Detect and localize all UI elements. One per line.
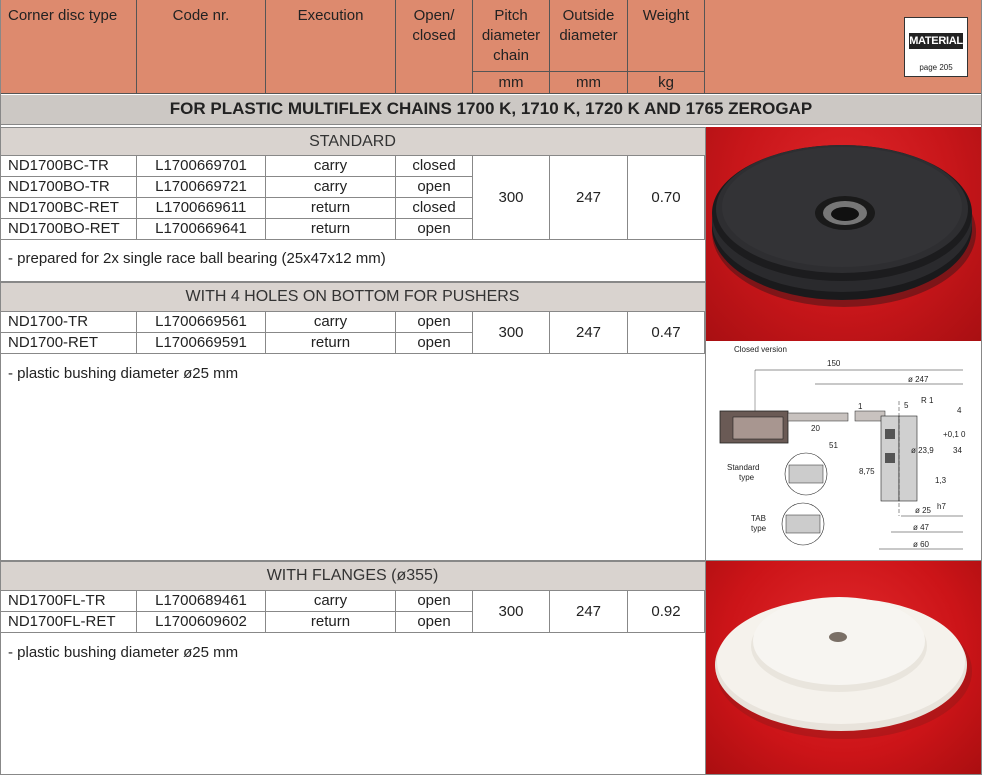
outside-value: 247	[550, 312, 628, 354]
table-row-exec: return	[266, 219, 396, 240]
table-row-code: L1700689461	[137, 591, 266, 612]
material-page: page 205	[919, 63, 953, 72]
table-row-type: ND1700-TR	[0, 312, 137, 333]
col-header-type: Corner disc type	[0, 0, 137, 94]
dim-25-fit: h7	[937, 502, 946, 511]
table-row-exec: return	[266, 612, 396, 633]
white-disc-image	[705, 561, 982, 775]
table-row-code: L1700609602	[137, 612, 266, 633]
section-title-flanges: WITH FLANGES (ø355)	[0, 561, 705, 591]
table-row-exec: carry	[266, 312, 396, 333]
section-title-standard: STANDARD	[0, 127, 705, 156]
table-row-exec: return	[266, 198, 396, 219]
dim-r1: R 1	[921, 396, 934, 405]
table-row-code: L1700669561	[137, 312, 266, 333]
divider-section3	[0, 560, 982, 561]
dim-51: 51	[829, 441, 838, 450]
table-row-exec: carry	[266, 156, 396, 177]
table-row-code: L1700669701	[137, 156, 266, 177]
table-row-code: L1700669641	[137, 219, 266, 240]
pitch-value: 300	[473, 312, 550, 354]
table-row-open: closed	[396, 156, 473, 177]
dim-20: 20	[811, 424, 820, 433]
outside-value: 247	[550, 156, 628, 240]
section-title-holes: WITH 4 HOLES ON BOTTOM FOR PUSHERS	[0, 282, 705, 312]
dim-150: 150	[827, 359, 841, 368]
outside-value: 247	[550, 591, 628, 633]
table-row-open: open	[396, 591, 473, 612]
product-photo-white-disc	[705, 561, 982, 775]
table-row-type: ND1700-RET	[0, 333, 137, 354]
note-standard: - prepared for 2x single race ball bearing (25x47x12 mm)	[8, 250, 386, 267]
table-row-open: open	[396, 612, 473, 633]
col-header-open-closed: Open/ closed	[396, 0, 473, 94]
note-holes: - plastic bushing diameter ø25 mm	[8, 365, 239, 382]
table-row-exec: return	[266, 333, 396, 354]
table-row-open: open	[396, 333, 473, 354]
dim-1-3: 1,3	[935, 476, 947, 485]
table-row-code: L1700669611	[137, 198, 266, 219]
unit-pitch: mm	[473, 71, 550, 94]
dim-34: 34	[953, 446, 962, 455]
technical-drawing	[705, 341, 982, 560]
label-tab-type: TAB type	[751, 514, 767, 533]
note-flanges: - plastic bushing diameter ø25 mm	[8, 644, 239, 661]
weight-value: 0.47	[628, 312, 705, 354]
col-header-pitch: Pitch diameter chain	[473, 0, 550, 71]
divider-section2	[0, 281, 705, 282]
divider-left	[0, 0, 1, 775]
table-row-open: open	[396, 219, 473, 240]
chain-banner: FOR PLASTIC MULTIFLEX CHAINS 1700 K, 1710 K, 1720 K AND 1765 ZEROGAP	[0, 95, 982, 125]
dim-34-tolerance: +0,1 0	[943, 430, 966, 439]
dim-47: ø 47	[913, 523, 930, 532]
table-row-type: ND1700FL-RET	[0, 612, 137, 633]
material-badge[interactable]	[904, 17, 968, 77]
dim-23-9: ø 23,9	[911, 446, 934, 455]
divider-bottom	[0, 774, 982, 775]
unit-weight: kg	[628, 71, 705, 94]
dim-5: 5	[904, 401, 909, 410]
col-header-execution: Execution	[266, 0, 396, 94]
black-disc-image	[705, 127, 982, 341]
drawing-caption: Closed version	[734, 345, 787, 354]
table-row-exec: carry	[266, 591, 396, 612]
dim-25: ø 25	[915, 506, 932, 515]
table-row-open: open	[396, 177, 473, 198]
pitch-value: 300	[473, 591, 550, 633]
product-photo-black-disc	[705, 127, 982, 341]
label-standard-type: Standard type	[727, 463, 760, 482]
drawing-svg	[705, 341, 982, 560]
table-row-type: ND1700BC-RET	[0, 198, 137, 219]
weight-value: 0.92	[628, 591, 705, 633]
table-row-exec: carry	[266, 177, 396, 198]
weight-value: 0.70	[628, 156, 705, 240]
col-header-code: Code nr.	[137, 0, 266, 94]
table-row-code: L1700669721	[137, 177, 266, 198]
dim-247: ø 247	[908, 375, 929, 384]
dim-8-75: 8,75	[859, 467, 875, 476]
table-row-type: ND1700BC-TR	[0, 156, 137, 177]
table-row-code: L1700669591	[137, 333, 266, 354]
table-row-type: ND1700BO-RET	[0, 219, 137, 240]
pitch-value: 300	[473, 156, 550, 240]
dim-4: 4	[957, 406, 962, 415]
table-row-type: ND1700FL-TR	[0, 591, 137, 612]
table-row-type: ND1700BO-TR	[0, 177, 137, 198]
divider-vertical	[705, 127, 706, 775]
table-row-open: closed	[396, 198, 473, 219]
header-material-area	[705, 0, 982, 94]
table-row-open: open	[396, 312, 473, 333]
dim-60: ø 60	[913, 540, 930, 549]
material-label: MATERIAL	[909, 35, 963, 47]
dim-1: 1	[858, 402, 863, 411]
unit-outside: mm	[550, 71, 628, 94]
col-header-outside: Outside diameter	[550, 0, 628, 71]
col-header-weight: Weight	[628, 0, 705, 71]
